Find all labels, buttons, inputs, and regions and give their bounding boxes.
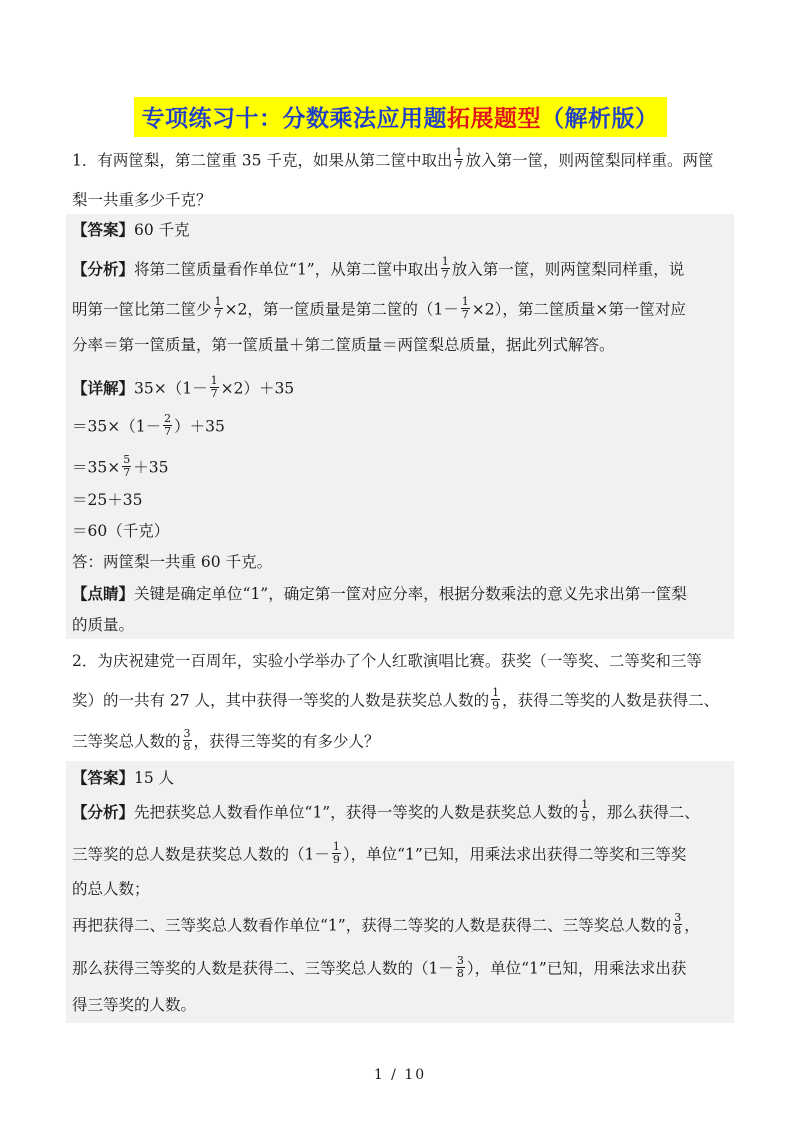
- analysis-text: ，: [684, 916, 700, 935]
- q1-note-line-2: 的质量。: [72, 616, 135, 634]
- numerator: 3: [183, 727, 191, 740]
- step-text: ＋35: [133, 458, 169, 477]
- q2-stem-text: 三等奖总人数的: [72, 732, 181, 751]
- denominator: 9: [332, 853, 340, 866]
- numerator: 1: [581, 798, 589, 811]
- fraction-1-7: [441, 256, 450, 281]
- fraction-2-7: [163, 413, 172, 438]
- title-part-suffix: （解析版）: [541, 106, 659, 132]
- denominator: 7: [441, 268, 449, 281]
- fraction-1-7: [461, 296, 470, 321]
- numerator: 1: [332, 840, 340, 853]
- denominator: 8: [456, 967, 464, 980]
- analysis-tag: 【分析】: [72, 803, 135, 822]
- numerator: 1: [461, 295, 469, 308]
- denominator: 7: [123, 466, 131, 479]
- q1-answer: [72, 219, 728, 241]
- numerator: 1: [455, 146, 463, 159]
- q2-analysis-line-1: [72, 798, 728, 826]
- step-text: ＝35×: [72, 458, 121, 477]
- numerator: 5: [123, 453, 131, 466]
- denominator: 7: [214, 308, 222, 321]
- step-text: ×2）＋35: [220, 379, 295, 398]
- page-title: [134, 97, 667, 137]
- denominator: 7: [461, 308, 469, 321]
- q1-analysis-line-2: [72, 295, 728, 323]
- fraction-5-7: [122, 454, 131, 479]
- analysis-tag: 【分析】: [72, 260, 135, 279]
- q2-analysis-line-3: 的总人数；: [72, 880, 150, 898]
- analysis-text: 三等奖的总人数是获奖总人数的（1－: [72, 845, 330, 864]
- step-text: 35×（1－: [134, 379, 208, 398]
- step-text: ）＋35: [174, 417, 225, 436]
- fraction-1-7: [454, 147, 463, 172]
- title-wrap: [0, 97, 800, 137]
- numerator: 3: [456, 954, 464, 967]
- denominator: 8: [674, 924, 682, 937]
- analysis-text: 放入第一筐，则两筐梨同样重，说: [451, 260, 685, 279]
- q1-detail-step-3: [72, 453, 728, 481]
- fraction-1-7: [214, 296, 223, 321]
- numerator: 1: [492, 686, 500, 699]
- q2-stem-line-1: 2．为庆祝建党一百周年，实验小学举办了个人红歌演唱比赛。获奖（一等奖、二等奖和三等: [72, 652, 702, 670]
- analysis-text: ），单位“1”已知，用乘法求出获得二等奖和三等奖: [342, 845, 687, 864]
- answer-text: 60 千克: [134, 221, 190, 239]
- q2-analysis-line-6: 得三等奖的人数。: [72, 996, 197, 1014]
- fraction-1-9: [491, 687, 500, 712]
- q1-final-answer: 答：两筐梨一共重 60 千克。: [72, 553, 273, 571]
- analysis-text: 先把获奖总人数看作单位“1”，获得一等奖的人数是获奖总人数的: [134, 803, 579, 822]
- title-part-highlight: 拓展题型: [447, 106, 541, 132]
- q1-stem-line-2: 梨一共重多少千克？: [72, 191, 212, 209]
- answer-text: 15 人: [134, 769, 175, 787]
- analysis-text: ），单位“1”已知，用乘法求出获: [466, 959, 687, 978]
- denominator: 8: [183, 740, 191, 753]
- q1-detail-step-5: ＝60（千克）: [72, 522, 170, 540]
- analysis-text: 将第二筐质量看作单位“1”，从第二筐中取出: [134, 260, 439, 279]
- analysis-text: ×2，第一筐质量是第二筐的（1－: [224, 300, 459, 319]
- fraction-1-9: [332, 841, 341, 866]
- fraction-1-9: [580, 799, 589, 824]
- q2-answer: [72, 767, 728, 789]
- note-text: 关键是确定单位“1”，确定第一筐对应分率，根据分数乘法的意义先求出第一筐梨: [134, 585, 687, 603]
- denominator: 9: [581, 811, 589, 824]
- q2-analysis-line-5: [72, 954, 728, 982]
- fraction-3-8: [183, 728, 192, 753]
- numerator: 1: [441, 255, 449, 268]
- page-number: 1 / 10: [373, 1067, 427, 1083]
- answer-tag: 【答案】: [72, 769, 135, 787]
- q1-detail-step-1: [72, 374, 728, 402]
- fraction-1-7: [210, 375, 219, 400]
- step-text: ＝35×（1－: [72, 417, 162, 436]
- analysis-text: 再把获得二、三等奖总人数看作单位“1”，获得二等奖的人数是获得二、三等奖总人数的: [72, 916, 672, 935]
- title-part-main: 专项练习十：分数乘法应用题: [141, 106, 447, 132]
- q2-analysis-line-2: [72, 840, 728, 868]
- q1-analysis-line-3: 分率＝第一筐质量，第一筐质量＋第二筐质量＝两筐梨总质量，据此列式解答。: [72, 336, 615, 354]
- analysis-text: 那么获得三等奖的人数是获得二、三等奖总人数的（1－: [72, 959, 454, 978]
- numerator: 3: [674, 911, 682, 924]
- q1-analysis-line-1: [72, 255, 728, 283]
- q2-stem-line-2: [72, 686, 728, 714]
- numerator: 1: [214, 295, 222, 308]
- note-tag: 【点睛】: [72, 585, 135, 603]
- q1-stem-line-1: [72, 146, 728, 174]
- answer-tag: 【答案】: [72, 221, 135, 239]
- q2-analysis-line-4: [72, 911, 728, 939]
- numerator: 2: [164, 412, 172, 425]
- analysis-text: ×2），第二筐质量×第一筐对应: [471, 300, 686, 319]
- denominator: 9: [492, 699, 500, 712]
- q2-stem-text: ，获得二等奖的人数是获得二、: [502, 691, 720, 710]
- q1-stem-text: 1．有两筐梨，第二筐重 35 千克，如果从第二筐中取出: [72, 151, 453, 170]
- q2-stem-line-3: [72, 727, 728, 755]
- denominator: 7: [210, 387, 218, 400]
- q1-stem-text: 放入第一筐，则两筐梨同样重。两筐: [465, 151, 714, 170]
- denominator: 7: [164, 425, 172, 438]
- q2-stem-text: 奖）的一共有 27 人，其中获得一等奖的人数是获奖总人数的: [72, 691, 490, 710]
- analysis-text: ，那么获得二、: [591, 803, 700, 822]
- analysis-text: 明第一筐比第二筐少: [72, 300, 212, 319]
- numerator: 1: [210, 374, 218, 387]
- detail-tag: 【详解】: [72, 379, 135, 398]
- q1-note-line-1: [72, 583, 728, 605]
- fraction-3-8: [673, 912, 682, 937]
- fraction-3-8: [456, 955, 465, 980]
- q1-detail-step-4: ＝25＋35: [72, 491, 143, 509]
- q2-stem-text: ，获得三等奖的有多少人？: [193, 732, 380, 751]
- q1-detail-step-2: [72, 412, 728, 440]
- denominator: 7: [455, 159, 463, 172]
